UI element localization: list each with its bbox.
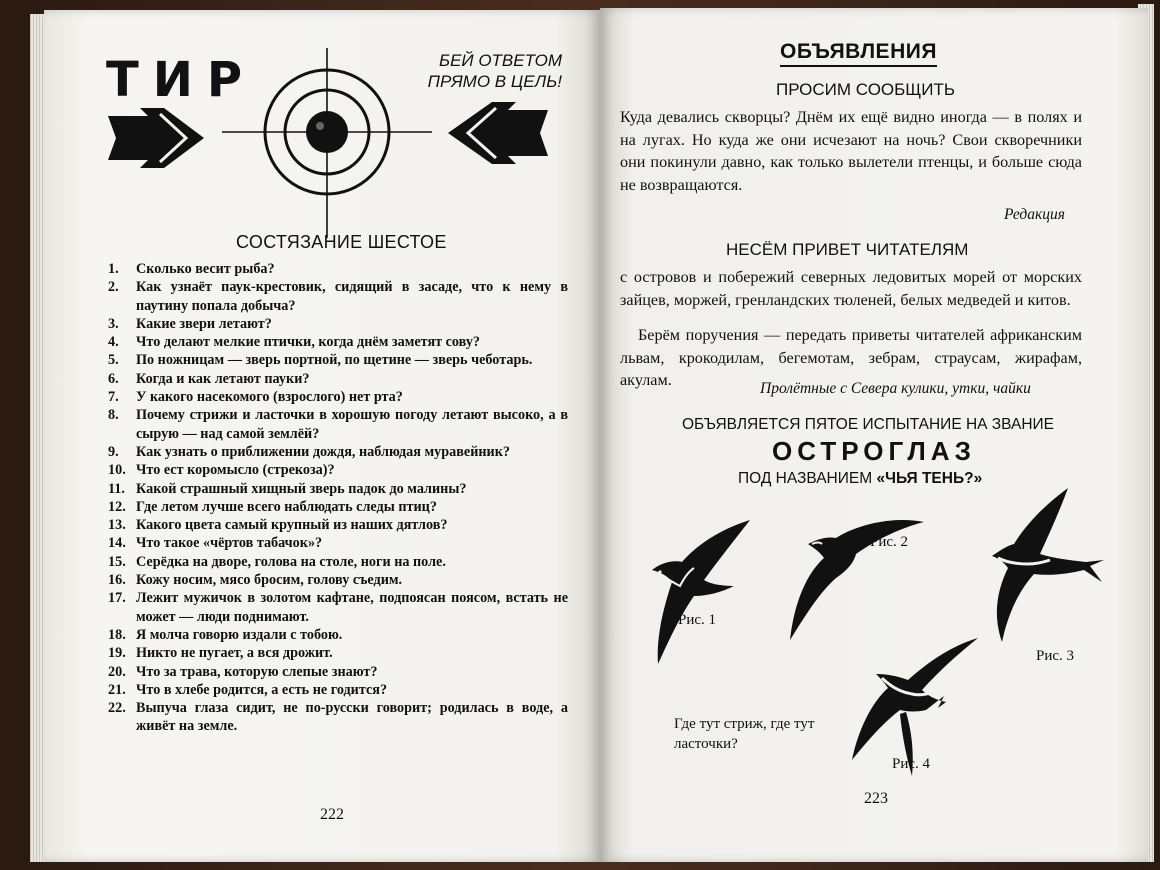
question-item	[108, 315, 568, 333]
trial-subtitle-prefix: ПОД НАЗВАНИЕМ	[738, 470, 873, 487]
ad1-title: ПРОСИМ СООБЩИТЬ	[776, 80, 955, 99]
target-icon	[222, 48, 432, 238]
figure-label-1: Рис. 1	[678, 612, 717, 628]
question-item	[108, 681, 568, 699]
question-text: Я молча говорю издали с тобою.	[136, 626, 343, 643]
question-text: Что делают мелкие птички, когда днём заметят сову?	[136, 334, 481, 351]
question-number: 16.	[108, 572, 126, 589]
arrow-left-icon	[446, 100, 550, 166]
question-number: 19.	[108, 645, 126, 662]
question-text: Как узнаёт паук-крестовик, сидящий в засаде, что к нему в паутину попала добыча?	[136, 279, 568, 314]
ad2-text-1: с островов и побережий северных ледовитых морей от морских зайцев, моржей, гренландских тюленей, белых медведей и китов.	[620, 268, 1082, 309]
question-item	[108, 589, 568, 626]
question-text: Кожу носим, мясо бросим, голову съедим.	[136, 572, 403, 589]
question-text: По ножницам — зверь портной, по щетине — зверь чеботарь.	[136, 352, 533, 369]
question-item	[108, 370, 568, 388]
question-text: Почему стрижи и ласточки в хорошую погоду летают высоко, а в сырую — над самой землёй?	[136, 407, 568, 442]
trial-announcement: ОБЪЯВЛЯЕТСЯ ПЯТОЕ ИСПЫТАНИЕ НА ЗВАНИЕ	[682, 416, 1054, 433]
question-number: 10.	[108, 462, 126, 479]
ad2-text-2: Берём поручения — передать приветы читателей африканским львам, крокодилам, бегемотам, зебрам, страусам, жирафам, акулам.	[620, 326, 1082, 389]
question-text: Выпуча глаза сидит, не по-русски говорит; родилась в воде, а живёт на земле.	[136, 700, 568, 735]
question-item	[108, 699, 568, 736]
question-number: 9.	[108, 443, 119, 460]
question-number: 1.	[108, 261, 119, 277]
question-number: 13.	[108, 517, 126, 534]
question-number: 17.	[108, 590, 126, 607]
question-text: Что ест коромысло (стрекоза)?	[136, 462, 335, 479]
trial-quote: «ЧЬЯ ТЕНЬ?»	[876, 470, 983, 487]
figure-label-4: Рис. 4	[892, 756, 931, 772]
trial-subtitle	[738, 470, 982, 488]
question-number: 3.	[108, 315, 119, 332]
question-item	[108, 498, 568, 516]
question-item	[108, 553, 568, 571]
question-number: 18.	[108, 626, 126, 643]
question-item	[108, 534, 568, 552]
question-item	[108, 626, 568, 644]
question-item	[108, 571, 568, 589]
question-text: Что такое «чёртов табачок»?	[136, 535, 323, 552]
question-text: Какие звери летают?	[136, 315, 272, 332]
ad1-text: Куда девались скворцы? Днём их ещё видно иногда — в полях и на лугах. Но куда же они исчезают на ночь? Свои скворечники они покинули давно, как только вылетели птенцы, и больше сюда не возвращаются.	[620, 108, 1082, 194]
question-item	[108, 333, 568, 351]
question-item	[108, 351, 568, 369]
question-list	[108, 260, 568, 736]
section-subtitle: БЕЙ ОТВЕТОМ ПРЯМО В ЦЕЛЬ!	[427, 51, 562, 91]
question-text: Где летом лучше всего наблюдать следы птиц?	[136, 498, 437, 515]
question-number: 21.	[108, 681, 126, 698]
question-item	[108, 480, 568, 498]
question-number: 2.	[108, 279, 119, 296]
question-number: 22.	[108, 700, 126, 717]
question-text: Лежит мужичок в золотом кафтане, подпоясан поясом, встать не может — люди поднимают.	[136, 590, 568, 625]
contest-title: СОСТЯЗАНИЕ ШЕСТОЕ	[236, 232, 447, 252]
question-number: 4.	[108, 334, 119, 351]
question-number: 8.	[108, 407, 119, 424]
question-text: Сколько весит рыба?	[136, 261, 275, 277]
question-item	[108, 516, 568, 534]
question-item	[108, 644, 568, 662]
question-text: Как узнать о приближении дождя, наблюдая муравейник?	[136, 443, 510, 460]
ad2-title: НЕСЁМ ПРИВЕТ ЧИТАТЕЛЯМ	[726, 240, 969, 259]
question-number: 11.	[108, 480, 125, 497]
page-number: 223	[864, 790, 888, 807]
section-title: ТИР	[106, 52, 257, 108]
bird-figure-3	[976, 484, 1106, 644]
question-number: 6.	[108, 370, 119, 387]
question-item	[108, 663, 568, 681]
question-text: У какого насекомого (взрослого) нет рта?	[136, 389, 403, 406]
question-number: 14.	[108, 535, 126, 552]
ad1-signature: Редакция	[1004, 206, 1065, 223]
bird-figure-2	[786, 512, 926, 642]
question-number: 7.	[108, 389, 119, 406]
right-page	[600, 8, 1148, 862]
question-text: Серёдка на дворе, голова на столе, ноги на поле.	[136, 553, 446, 570]
left-page	[44, 10, 600, 862]
figure-label-2: Рис. 2	[870, 534, 909, 550]
question-item	[108, 260, 568, 278]
figures-question: Где тут стриж, где тут ласточки?	[674, 716, 815, 752]
page-heading: ОБЪЯВЛЕНИЯ	[780, 40, 937, 67]
question-number: 5.	[108, 352, 119, 369]
question-text: Никто не пугает, а вся дрожит.	[136, 645, 333, 662]
question-text: Когда и как летают пауки?	[136, 370, 310, 387]
figure-label-3: Рис. 3	[1036, 648, 1075, 664]
question-item	[108, 406, 568, 443]
page-number: 222	[320, 806, 344, 823]
arrow-right-icon	[106, 106, 206, 170]
question-number: 12.	[108, 498, 126, 515]
question-item	[108, 461, 568, 479]
trial-title: ОСТРОГЛАЗ	[772, 436, 976, 466]
question-item	[108, 278, 568, 315]
bird-figure-1	[638, 516, 758, 666]
question-text: Какой страшный хищный зверь падок до малины?	[136, 480, 467, 497]
question-item	[108, 388, 568, 406]
question-item	[108, 443, 568, 461]
question-text: Что в хлебе родится, а есть не годится?	[136, 681, 388, 698]
ad2-signature: Пролётные с Севера кулики, утки, чайки	[760, 380, 1031, 397]
question-number: 15.	[108, 553, 126, 570]
question-number: 20.	[108, 663, 126, 680]
question-text: Какого цвета самый крупный из наших дятлов?	[136, 517, 448, 534]
question-text: Что за трава, которую слепые знают?	[136, 663, 378, 680]
